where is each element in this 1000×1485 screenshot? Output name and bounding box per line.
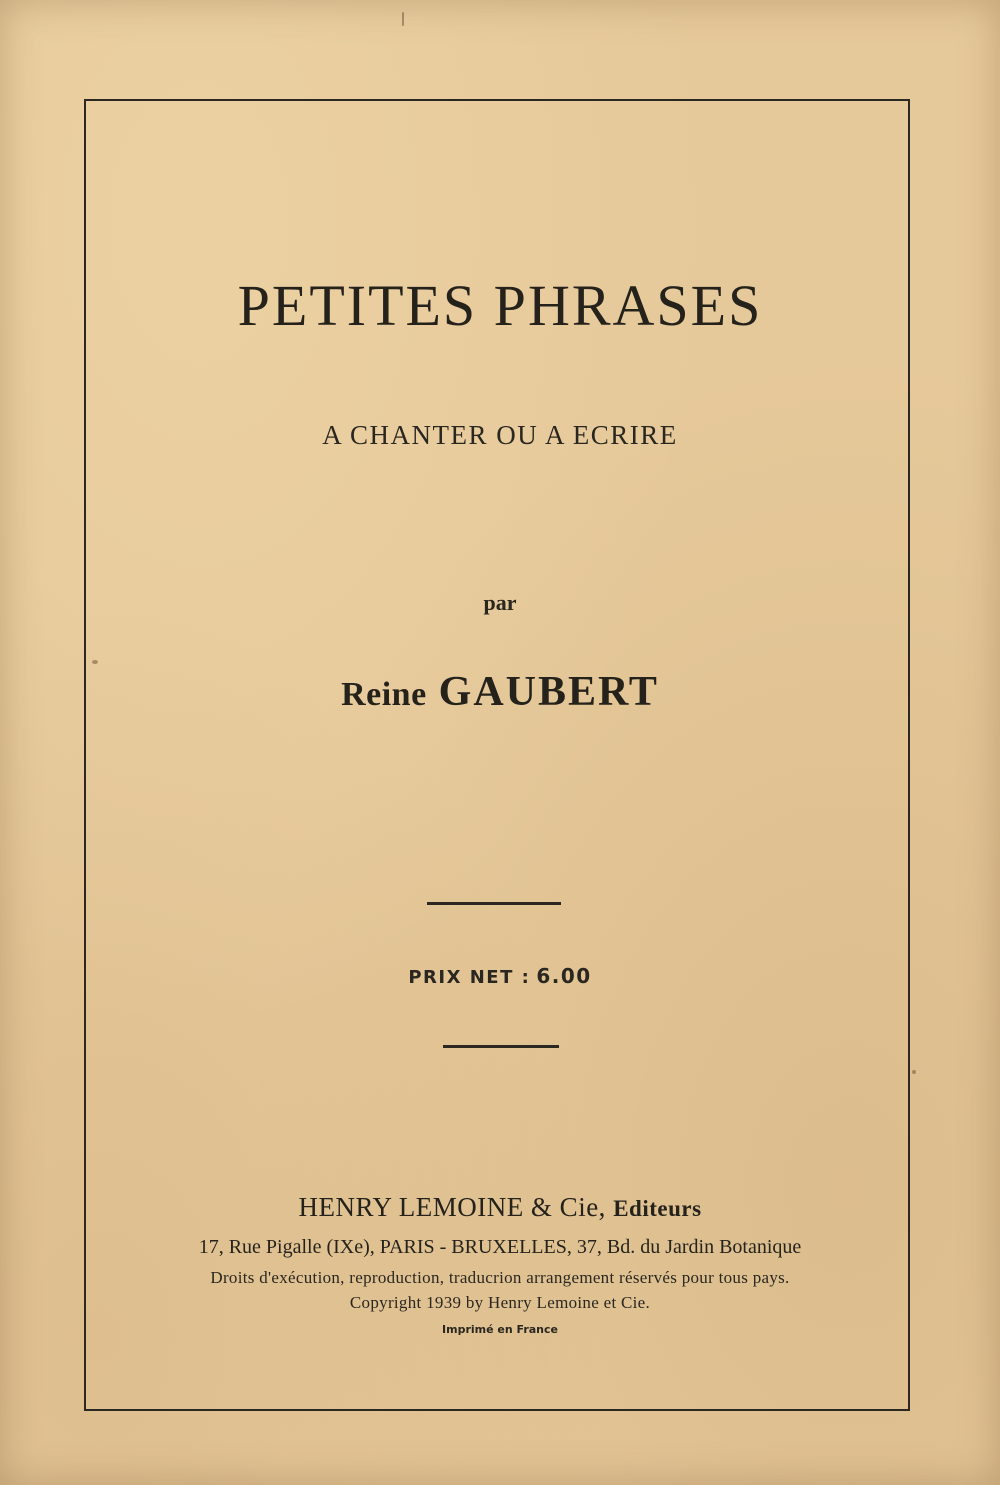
author-name [84,668,916,716]
price-label: PRIX NET : [408,967,531,988]
paper-speck [92,660,98,664]
price [84,964,916,988]
copyright-notice: Copyright 1939 by Henry Lemoine et Cie. [349,1293,651,1312]
publisher-role: Editeurs [613,1196,702,1221]
publisher-address: 17, Rue Pigalle (IXe), PARIS - BRUXELLES, 37, Bd. du Jardin Botanique [198,1236,802,1258]
author-first-name: Reine [341,676,427,713]
publisher-line [84,1192,916,1223]
author-last-name: GAUBERT [438,669,659,715]
divider-bottom [443,1045,559,1048]
cover-subtitle: A CHANTER OU A ECRIRE [322,420,678,450]
printed-in: Imprimé en France [442,1323,558,1336]
divider-top [427,902,561,905]
by-label: par [483,590,517,615]
publisher-name: HENRY LEMOINE & Cie, [298,1192,606,1222]
rights-notice: Droits d'exécution, reproduction, traducrion arrangement réservés pour tous pays. [210,1268,790,1287]
cover-title: PETITES PHRASES [237,273,763,338]
paper-speck [402,12,404,26]
paper-speck [912,1070,916,1074]
price-value: 6.00 [536,964,592,988]
